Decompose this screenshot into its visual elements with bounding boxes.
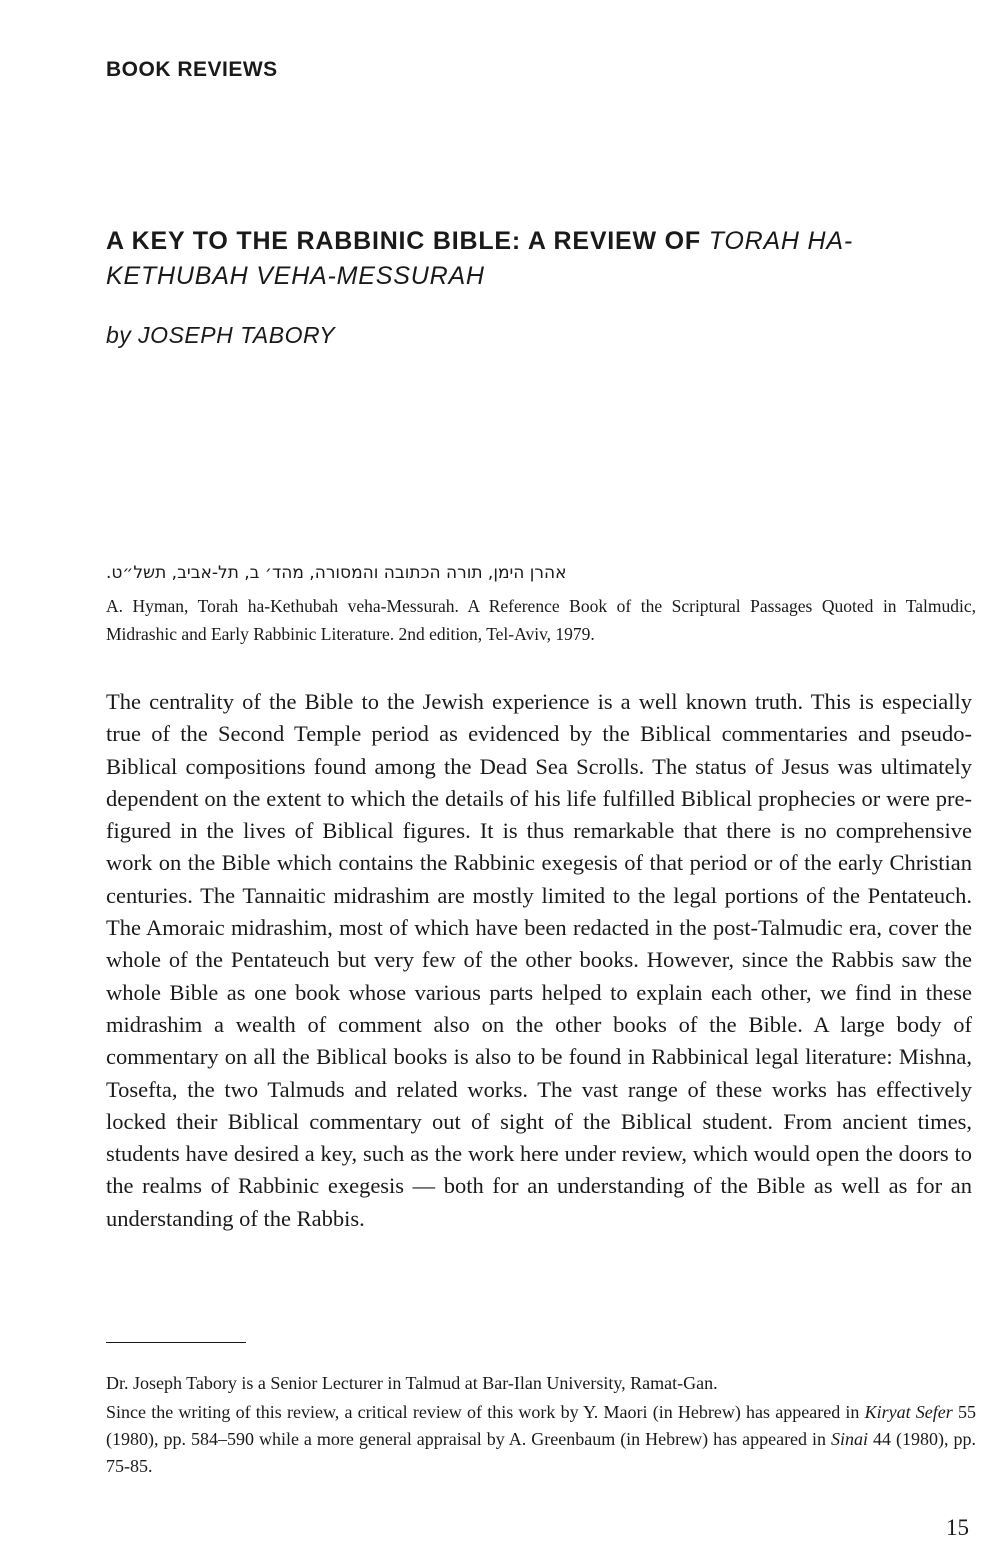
footnote-review-text-2: 55 (1980), pp. 584–590 while a more general appraisal by A. Greenbaum (in Hebrew) has appeared in [106,1402,976,1449]
footnote-review [106,1399,976,1480]
footnote-review-text-3: 44 (1980), pp. 75-85. [106,1429,976,1476]
article-title [106,224,976,294]
body-paragraph: The centrality of the Bible to the Jewish experience is a well known truth. This is especially true of the Second Temple period as evidenced by the Biblical commentaries and pseudo-Biblical compositions found among the Dead Sea Scrolls. The status of Jesus was ultimately dependent on the extent to which the details of his life fulfilled Biblical prophecies or were pre-figured in the lives of Biblical figures. It is thus remarkable that there is no comprehensive work on the Bible which contains the Rabbinic exegesis of that period or of the early Christian centuries. The Tannaitic midrashim are mostly limited to the legal portions of the Pentateuch. The Amoraic midrashim, most of which have been redacted in the post-Talmudic era, cover the whole of the Pentateuch but very few of the other books. However, since the Rabbis saw the whole Bible as one book whose various parts helped to explain each other, we find in these midrashim a wealth of comment also on the other books of the Bible. A large body of commentary on all the Biblical books is also to be found in Rabbinical legal literature: Mishna, Tosefta, the two Talmuds and related works. The vast range of these works has effectively locked their Biblical commentary out of sight of the Biblical student. From ancient times, students have desired a key, such as the work here under review, which would open the doors to the realms of Rabbinic exegesis — both for an understanding of the Bible as well as for an understanding of the Rabbis. [106,689,972,1231]
hebrew-citation: אהרן הימן, תורה הכתובה והמסורה, מהד׳ ב, תל-אביב, תשל״ט. [106,563,567,583]
article-title-main: A KEY TO THE RABBINIC BIBLE: A REVIEW OF [106,227,709,255]
author-byline: by JOSEPH TABORY [106,322,336,348]
page-number: 15 [946,1515,969,1540]
footnote-author: Dr. Joseph Tabory is a Senior Lecturer in Talmud at Bar-Ilan University, Ramat-Gan. [106,1373,718,1393]
journal-name-sinai: Sinai [831,1429,869,1449]
footnote-divider [106,1342,246,1343]
footnotes [106,1370,976,1482]
journal-name-kiryat-sefer: Kiryat Sefer [864,1402,953,1422]
footnote-review-text-1: Since the writing of this review, a critical review of this work by Y. Maori (in Hebrew) has appeared in [106,1402,865,1422]
bibliographic-entry: A. Hyman, Torah ha-Kethubah veha-Messurah. A Reference Book of the Scriptural Passages Quoted in Talmudic, Midrashic and Early Rabbinic Literature. 2nd edition, Tel-Aviv, 1979. [106,596,976,644]
article-title-book: TORAH HA-KETHUBAH VEHA-MESSURAH [106,227,853,290]
running-head: BOOK REVIEWS [106,58,278,81]
